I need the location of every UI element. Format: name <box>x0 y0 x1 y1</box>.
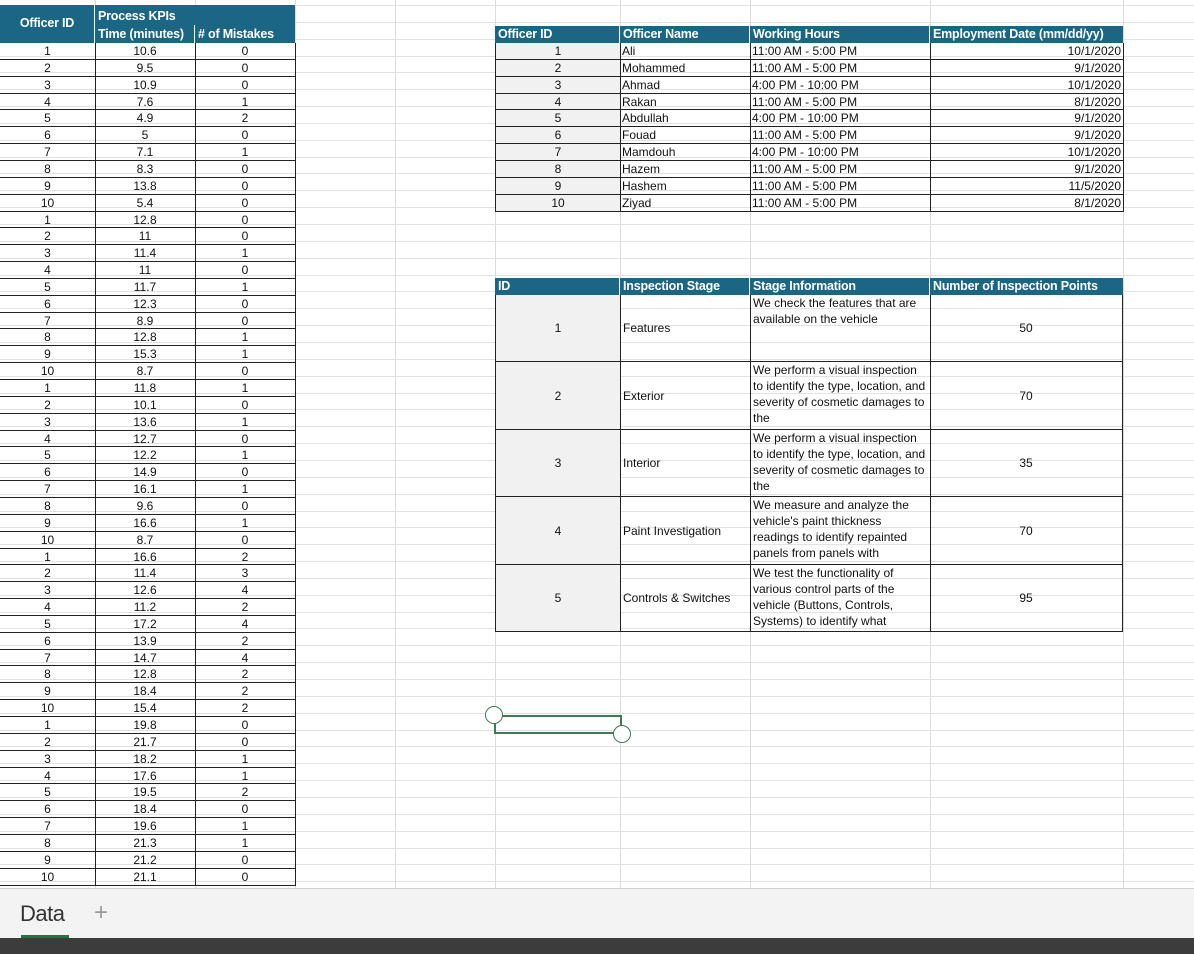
kpi-cell-mistakes[interactable]: 0 <box>195 60 296 77</box>
kpi-cell-officer-id[interactable]: 3 <box>0 582 96 599</box>
kpi-cell-time[interactable]: 7.6 <box>95 94 196 110</box>
officer-hours-cell[interactable]: 11:00 AM - 5:00 PM <box>750 60 931 77</box>
kpi-cell-time[interactable]: 21.3 <box>95 835 196 852</box>
stage-id-cell[interactable]: 1 <box>495 295 621 362</box>
status-bar <box>0 938 1194 954</box>
kpi-cell-officer-id[interactable]: 5 <box>0 784 96 801</box>
kpi-cell-mistakes[interactable]: 0 <box>195 431 296 447</box>
officer-date-cell[interactable]: 8/1/2020 <box>930 94 1124 110</box>
kpi-cell-time[interactable]: 16.6 <box>95 549 196 565</box>
kpi-cell-time[interactable]: 7.1 <box>95 144 196 161</box>
kpi-cell-officer-id[interactable]: 8 <box>0 666 96 683</box>
kpi-cell-mistakes[interactable]: 1 <box>195 751 296 768</box>
stage-id-cell[interactable]: 4 <box>495 497 621 565</box>
kpi-cell-time[interactable]: 9.6 <box>95 498 196 515</box>
kpi-cell-time[interactable]: 18.2 <box>95 751 196 768</box>
kpi-cell-mistakes[interactable]: 0 <box>195 228 296 245</box>
stage-points-cell[interactable]: 70 <box>930 497 1123 565</box>
kpi-cell-time[interactable]: 21.7 <box>95 734 196 751</box>
kpi-cell-officer-id[interactable]: 10 <box>0 195 96 212</box>
stage-info-cell[interactable]: We perform a visual inspection to identify the type, location, and severity of cosmetic damages to the <box>750 430 931 497</box>
kpi-cell-mistakes[interactable]: 2 <box>195 633 296 650</box>
officer-name-cell[interactable]: Mamdouh <box>620 144 751 161</box>
kpi-cell-officer-id[interactable]: 10 <box>0 363 96 380</box>
kpi-header-mistakes: # of Mistakes <box>195 25 295 43</box>
kpi-cell-officer-id[interactable]: 1 <box>0 717 96 734</box>
kpi-cell-mistakes[interactable]: 1 <box>195 279 296 296</box>
kpi-cell-time[interactable]: 17.6 <box>95 768 196 784</box>
kpi-header-process: Process KPIs <box>95 5 295 25</box>
kpi-cell-time[interactable]: 11 <box>95 228 196 245</box>
officer-date-cell[interactable]: 9/1/2020 <box>930 60 1124 77</box>
kpi-cell-time[interactable]: 16.6 <box>95 515 196 532</box>
officer-id-cell[interactable]: 5 <box>495 110 621 127</box>
kpi-cell-mistakes[interactable]: 0 <box>195 161 296 178</box>
stage-points-cell[interactable]: 70 <box>930 362 1123 430</box>
add-sheet-button[interactable]: + <box>94 899 109 926</box>
officer-date-cell[interactable]: 8/1/2020 <box>930 195 1124 212</box>
kpi-cell-time[interactable]: 15.3 <box>95 346 196 363</box>
kpi-cell-mistakes[interactable]: 3 <box>195 565 296 582</box>
kpi-cell-officer-id[interactable]: 10 <box>0 869 96 886</box>
kpi-cell-time[interactable]: 11.7 <box>95 279 196 296</box>
kpi-cell-time[interactable]: 8.3 <box>95 161 196 178</box>
sheet-tab-bar <box>0 888 1194 938</box>
officer-id-cell[interactable]: 2 <box>495 60 621 77</box>
kpi-cell-time[interactable]: 10.6 <box>95 43 196 60</box>
kpi-cell-mistakes[interactable]: 0 <box>195 397 296 414</box>
kpi-cell-time[interactable]: 12.8 <box>95 666 196 683</box>
kpi-cell-officer-id[interactable]: 7 <box>0 818 96 835</box>
kpi-cell-officer-id[interactable]: 7 <box>0 144 96 161</box>
kpi-cell-mistakes[interactable]: 2 <box>195 549 296 565</box>
officer-header-2: Working Hours <box>750 26 930 43</box>
officer-hours-cell[interactable]: 11:00 AM - 5:00 PM <box>750 127 931 144</box>
kpi-cell-officer-id[interactable]: 3 <box>0 77 96 94</box>
stage-header-3: Number of Inspection Points <box>930 278 1123 295</box>
kpi-cell-time[interactable]: 11.8 <box>95 380 196 397</box>
kpi-cell-mistakes[interactable]: 4 <box>195 616 296 633</box>
kpi-cell-time[interactable]: 21.1 <box>95 869 196 886</box>
kpi-cell-officer-id[interactable]: 6 <box>0 801 96 818</box>
stage-id-cell[interactable]: 5 <box>495 565 621 632</box>
kpi-cell-officer-id[interactable]: 4 <box>0 768 96 784</box>
kpi-cell-mistakes[interactable]: 1 <box>195 515 296 532</box>
kpi-cell-officer-id[interactable]: 4 <box>0 262 96 279</box>
kpi-cell-officer-id[interactable]: 6 <box>0 296 96 313</box>
stage-name-cell[interactable]: Interior <box>620 430 751 497</box>
kpi-cell-mistakes[interactable]: 1 <box>195 346 296 363</box>
officer-name-cell[interactable]: Abdullah <box>620 110 751 127</box>
officer-id-cell[interactable]: 9 <box>495 178 621 195</box>
kpi-cell-time[interactable]: 12.8 <box>95 329 196 346</box>
officer-id-cell[interactable]: 7 <box>495 144 621 161</box>
kpi-cell-officer-id[interactable]: 9 <box>0 683 96 700</box>
kpi-cell-mistakes[interactable]: 0 <box>195 43 296 60</box>
officer-name-cell[interactable]: Ahmad <box>620 77 751 94</box>
kpi-cell-mistakes[interactable]: 0 <box>195 195 296 212</box>
officer-id-cell[interactable]: 8 <box>495 161 621 178</box>
officer-id-cell[interactable]: 1 <box>495 43 621 60</box>
officer-date-cell[interactable]: 10/1/2020 <box>930 77 1124 94</box>
kpi-cell-time[interactable]: 19.6 <box>95 818 196 835</box>
kpi-cell-mistakes[interactable]: 0 <box>195 77 296 94</box>
kpi-cell-time[interactable]: 19.5 <box>95 784 196 801</box>
kpi-cell-time[interactable]: 17.2 <box>95 616 196 633</box>
kpi-cell-mistakes[interactable]: 0 <box>195 869 296 886</box>
officer-hours-cell[interactable]: 11:00 AM - 5:00 PM <box>750 43 931 60</box>
kpi-cell-mistakes[interactable]: 1 <box>195 380 296 397</box>
kpi-cell-mistakes[interactable]: 0 <box>195 212 296 228</box>
kpi-cell-mistakes[interactable]: 1 <box>195 447 296 464</box>
kpi-cell-officer-id[interactable]: 3 <box>0 414 96 431</box>
officer-header-1: Officer Name <box>620 26 750 43</box>
kpi-cell-time[interactable]: 14.7 <box>95 650 196 666</box>
kpi-cell-time[interactable]: 5 <box>95 127 196 144</box>
kpi-cell-mistakes[interactable]: 0 <box>195 464 296 481</box>
kpi-cell-officer-id[interactable]: 2 <box>0 228 96 245</box>
kpi-cell-officer-id[interactable]: 8 <box>0 498 96 515</box>
stage-info-cell[interactable]: We perform a visual inspection to identify the type, location, and severity of cosmetic damages to the <box>750 362 931 430</box>
officer-hours-cell[interactable]: 4:00 PM - 10:00 PM <box>750 110 931 127</box>
kpi-cell-mistakes[interactable]: 2 <box>195 700 296 717</box>
kpi-cell-officer-id[interactable]: 9 <box>0 178 96 195</box>
kpi-cell-officer-id[interactable]: 7 <box>0 481 96 498</box>
kpi-cell-time[interactable]: 19.8 <box>95 717 196 734</box>
kpi-cell-officer-id[interactable]: 3 <box>0 245 96 262</box>
kpi-cell-time[interactable]: 10.1 <box>95 397 196 414</box>
officer-name-cell[interactable]: Fouad <box>620 127 751 144</box>
kpi-cell-time[interactable]: 12.2 <box>95 447 196 464</box>
officer-hours-cell[interactable]: 11:00 AM - 5:00 PM <box>750 178 931 195</box>
kpi-cell-time[interactable]: 12.8 <box>95 212 196 228</box>
officer-header-0: Officer ID <box>495 26 620 43</box>
kpi-cell-time[interactable]: 9.5 <box>95 60 196 77</box>
kpi-cell-mistakes[interactable]: 1 <box>195 481 296 498</box>
officer-hours-cell[interactable]: 11:00 AM - 5:00 PM <box>750 161 931 178</box>
stage-name-cell[interactable]: Controls & Switches <box>620 565 751 632</box>
officer-name-cell[interactable]: Ziyad <box>620 195 751 212</box>
kpi-cell-mistakes[interactable]: 0 <box>195 296 296 313</box>
grid-column-line <box>395 0 396 888</box>
officer-hours-cell[interactable]: 11:00 AM - 5:00 PM <box>750 195 931 212</box>
stage-header-1: Inspection Stage <box>620 278 750 295</box>
kpi-cell-time[interactable]: 4.9 <box>95 110 196 127</box>
kpi-cell-mistakes[interactable]: 2 <box>195 784 296 801</box>
kpi-cell-mistakes[interactable]: 1 <box>195 818 296 835</box>
kpi-cell-officer-id[interactable]: 8 <box>0 161 96 178</box>
officer-id-cell[interactable]: 6 <box>495 127 621 144</box>
stage-points-cell[interactable]: 50 <box>930 295 1123 362</box>
kpi-cell-time[interactable]: 13.8 <box>95 178 196 195</box>
kpi-cell-mistakes[interactable]: 0 <box>195 127 296 144</box>
kpi-cell-officer-id[interactable]: 6 <box>0 127 96 144</box>
kpi-cell-time[interactable]: 13.6 <box>95 414 196 431</box>
officer-name-cell[interactable]: Ali <box>620 43 751 60</box>
kpi-cell-officer-id[interactable]: 9 <box>0 515 96 532</box>
kpi-cell-officer-id[interactable]: 10 <box>0 532 96 549</box>
kpi-cell-officer-id[interactable]: 5 <box>0 279 96 296</box>
officer-date-cell[interactable]: 9/1/2020 <box>930 110 1124 127</box>
kpi-cell-mistakes[interactable]: 1 <box>195 329 296 346</box>
kpi-cell-mistakes[interactable]: 0 <box>195 262 296 279</box>
kpi-header-officer-id: Officer ID <box>0 5 95 43</box>
kpi-cell-officer-id[interactable]: 4 <box>0 431 96 447</box>
kpi-cell-time[interactable]: 11 <box>95 262 196 279</box>
kpi-cell-time[interactable]: 13.9 <box>95 633 196 650</box>
kpi-cell-officer-id[interactable]: 5 <box>0 110 96 127</box>
kpi-cell-mistakes[interactable]: 0 <box>195 498 296 515</box>
kpi-cell-mistakes[interactable]: 0 <box>195 734 296 751</box>
stage-id-cell[interactable]: 2 <box>495 362 621 430</box>
kpi-cell-officer-id[interactable]: 2 <box>0 734 96 751</box>
officer-date-cell[interactable]: 11/5/2020 <box>930 178 1124 195</box>
kpi-cell-officer-id[interactable]: 1 <box>0 43 96 60</box>
kpi-header-time: Time (minutes) <box>95 25 195 43</box>
kpi-cell-mistakes[interactable]: 2 <box>195 683 296 700</box>
kpi-cell-time[interactable]: 10.9 <box>95 77 196 94</box>
kpi-cell-time[interactable]: 8.7 <box>95 532 196 549</box>
kpi-cell-time[interactable]: 5.4 <box>95 195 196 212</box>
kpi-cell-officer-id[interactable]: 8 <box>0 835 96 852</box>
kpi-cell-mistakes[interactable]: 0 <box>195 313 296 329</box>
officer-date-cell[interactable]: 9/1/2020 <box>930 127 1124 144</box>
kpi-cell-mistakes[interactable]: 4 <box>195 650 296 666</box>
stage-id-cell[interactable]: 3 <box>495 430 621 497</box>
stage-points-cell[interactable]: 95 <box>930 565 1123 632</box>
kpi-cell-officer-id[interactable]: 9 <box>0 852 96 869</box>
officer-name-cell[interactable]: Hazem <box>620 161 751 178</box>
officer-header-3: Employment Date (mm/dd/yy) <box>930 26 1123 43</box>
officer-hours-cell[interactable]: 11:00 AM - 5:00 PM <box>750 94 931 110</box>
kpi-cell-officer-id[interactable]: 7 <box>0 313 96 329</box>
kpi-cell-officer-id[interactable]: 7 <box>0 650 96 666</box>
kpi-cell-time[interactable]: 11.4 <box>95 245 196 262</box>
kpi-cell-time[interactable]: 12.3 <box>95 296 196 313</box>
officer-id-cell[interactable]: 3 <box>495 77 621 94</box>
kpi-cell-officer-id[interactable]: 4 <box>0 599 96 616</box>
kpi-cell-mistakes[interactable]: 1 <box>195 414 296 431</box>
kpi-cell-mistakes[interactable]: 1 <box>195 768 296 784</box>
stage-name-cell[interactable]: Paint Investigation <box>620 497 751 565</box>
stage-points-cell[interactable]: 35 <box>930 430 1123 497</box>
kpi-cell-time[interactable]: 11.2 <box>95 599 196 616</box>
stage-header-0: ID <box>495 278 620 295</box>
selection-handle-start[interactable] <box>485 706 503 724</box>
officer-name-cell[interactable]: Hashem <box>620 178 751 195</box>
kpi-cell-officer-id[interactable]: 6 <box>0 633 96 650</box>
kpi-cell-officer-id[interactable]: 3 <box>0 751 96 768</box>
kpi-cell-officer-id[interactable]: 10 <box>0 700 96 717</box>
kpi-cell-officer-id[interactable]: 2 <box>0 60 96 77</box>
kpi-cell-officer-id[interactable]: 1 <box>0 212 96 228</box>
officer-date-cell[interactable]: 10/1/2020 <box>930 144 1124 161</box>
kpi-cell-mistakes[interactable]: 2 <box>195 666 296 683</box>
stage-info-cell[interactable]: We check the features that are available on the vehicle <box>750 295 931 362</box>
kpi-cell-officer-id[interactable]: 1 <box>0 549 96 565</box>
kpi-cell-mistakes[interactable]: 0 <box>195 178 296 195</box>
kpi-cell-mistakes[interactable]: 1 <box>195 144 296 161</box>
kpi-cell-mistakes[interactable]: 1 <box>195 245 296 262</box>
kpi-cell-officer-id[interactable]: 9 <box>0 346 96 363</box>
kpi-cell-officer-id[interactable]: 5 <box>0 447 96 464</box>
selected-cell-range[interactable] <box>494 715 622 734</box>
kpi-cell-time[interactable]: 16.1 <box>95 481 196 498</box>
kpi-cell-officer-id[interactable]: 2 <box>0 397 96 414</box>
kpi-cell-mistakes[interactable]: 2 <box>195 599 296 616</box>
officer-date-cell[interactable]: 10/1/2020 <box>930 43 1124 60</box>
kpi-cell-time[interactable]: 18.4 <box>95 801 196 818</box>
kpi-cell-mistakes[interactable]: 0 <box>195 852 296 869</box>
kpi-cell-mistakes[interactable]: 2 <box>195 110 296 127</box>
kpi-cell-time[interactable]: 12.7 <box>95 431 196 447</box>
kpi-cell-officer-id[interactable]: 2 <box>0 565 96 582</box>
stage-name-cell[interactable]: Exterior <box>620 362 751 430</box>
officer-hours-cell[interactable]: 4:00 PM - 10:00 PM <box>750 144 931 161</box>
kpi-cell-mistakes[interactable]: 0 <box>195 363 296 380</box>
stage-info-cell[interactable]: We test the functionality of various control parts of the vehicle (Buttons, Controls, Systems) to identify what <box>750 565 931 632</box>
kpi-cell-time[interactable]: 21.2 <box>95 852 196 869</box>
officer-name-cell[interactable]: Mohammed <box>620 60 751 77</box>
kpi-cell-officer-id[interactable]: 6 <box>0 464 96 481</box>
kpi-cell-mistakes[interactable]: 0 <box>195 717 296 734</box>
officer-name-cell[interactable]: Rakan <box>620 94 751 110</box>
kpi-cell-time[interactable]: 15.4 <box>95 700 196 717</box>
kpi-cell-time[interactable]: 18.4 <box>95 683 196 700</box>
kpi-cell-time[interactable]: 8.7 <box>95 363 196 380</box>
officer-id-cell[interactable]: 4 <box>495 94 621 110</box>
kpi-cell-officer-id[interactable]: 8 <box>0 329 96 346</box>
kpi-cell-mistakes[interactable]: 0 <box>195 801 296 818</box>
kpi-cell-time[interactable]: 14.9 <box>95 464 196 481</box>
sheet-tab-data[interactable]: Data <box>20 901 65 926</box>
kpi-cell-officer-id[interactable]: 4 <box>0 94 96 110</box>
kpi-cell-mistakes[interactable]: 1 <box>195 835 296 852</box>
stage-info-cell[interactable]: We measure and analyze the vehicle's paint thickness readings to identify repainted panels from panels with <box>750 497 931 565</box>
kpi-cell-officer-id[interactable]: 5 <box>0 616 96 633</box>
kpi-cell-time[interactable]: 12.6 <box>95 582 196 599</box>
kpi-cell-mistakes[interactable]: 4 <box>195 582 296 599</box>
stage-header-2: Stage Information <box>750 278 930 295</box>
kpi-cell-officer-id[interactable]: 1 <box>0 380 96 397</box>
kpi-cell-mistakes[interactable]: 0 <box>195 532 296 549</box>
kpi-cell-time[interactable]: 8.9 <box>95 313 196 329</box>
stage-name-cell[interactable]: Features <box>620 295 751 362</box>
officer-id-cell[interactable]: 10 <box>495 195 621 212</box>
selection-handle-end[interactable] <box>613 725 631 743</box>
officer-date-cell[interactable]: 9/1/2020 <box>930 161 1124 178</box>
kpi-cell-time[interactable]: 11.4 <box>95 565 196 582</box>
officer-hours-cell[interactable]: 4:00 PM - 10:00 PM <box>750 77 931 94</box>
kpi-cell-mistakes[interactable]: 1 <box>195 94 296 110</box>
